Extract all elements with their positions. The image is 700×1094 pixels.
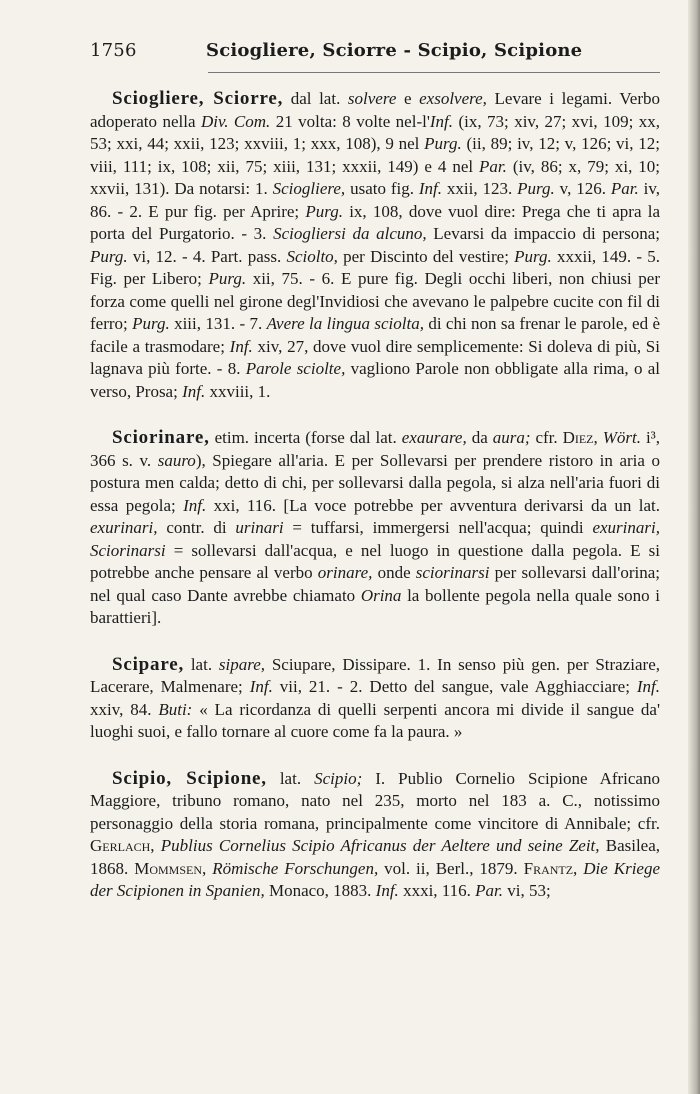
text-segment: Div. Com. bbox=[200, 111, 271, 131]
headword: Scipio, Scipione, bbox=[112, 767, 267, 789]
text-segment: Die Kriege der Scipionen in Spanien, bbox=[90, 858, 661, 900]
text-segment: lat. bbox=[184, 654, 219, 674]
text-segment: ), Spiegare all'aria. E per Sollevarsi per prendere ristoro in aria o postura men calda; detto di chi, per sollevarsi dalla pegola, si alza nell'aria fuori di essa pegola; bbox=[90, 450, 660, 515]
text-segment: Römische Forschungen, bbox=[212, 858, 379, 878]
text-segment: exurinari, Sciorinarsi bbox=[90, 518, 660, 560]
text-segment: onde bbox=[372, 563, 416, 582]
text-segment: Monaco, 1883. bbox=[264, 881, 376, 900]
text-segment: etim. incerta (forse dal lat. bbox=[209, 428, 402, 447]
text-segment: sipare, bbox=[218, 654, 266, 674]
text-segment: xxviii, 1. bbox=[205, 381, 271, 401]
text-segment: Purg. bbox=[132, 314, 170, 333]
text-segment: vol. ii, Berl., 1879. bbox=[378, 858, 524, 878]
entry-scipio bbox=[90, 768, 660, 903]
text-segment: Parole sciolte, bbox=[245, 359, 346, 378]
text-segment: e bbox=[396, 89, 420, 108]
text-segment: urinari bbox=[235, 518, 284, 537]
text-segment: Publius Cornelius Scipio Africanus der Aeltere und seine Zeit, bbox=[160, 836, 600, 855]
text-segment: cfr. bbox=[530, 428, 563, 447]
text-segment: Inf. bbox=[636, 677, 660, 696]
headword: Sciorinare, bbox=[112, 427, 210, 448]
text-segment: vi, 12. - 4. Part. pass. bbox=[127, 246, 287, 266]
entry-text bbox=[90, 89, 660, 401]
text-segment: Purg. bbox=[514, 246, 552, 266]
text-segment: Inf. bbox=[183, 495, 207, 515]
text-segment: Sciupare, Dissipare. 1. In senso più gen. per Straziare, Lacerare, Malmenare; bbox=[90, 654, 661, 696]
text-segment: Gerlach, bbox=[90, 836, 155, 855]
text-segment: xxxi, 116. bbox=[398, 881, 476, 900]
text-segment: solvere bbox=[347, 89, 397, 108]
header-rule bbox=[208, 72, 660, 73]
text-segment: Purg. bbox=[208, 269, 247, 288]
text-segment: Levarsi da impaccio di persona; bbox=[426, 224, 661, 243]
text-segment: I. Publio Cornelio Scipione Africano Maggiore, tribuno romano, nato nel 235, morto nel 183 a. C., notissimo personaggio della storia romana, principalmente come vincitore di Annibale; cfr. bbox=[90, 768, 660, 833]
text-segment: xxiv, 84. bbox=[90, 699, 159, 719]
text-segment: = tuffarsi, immergersi nell'acqua; quindi bbox=[283, 518, 593, 537]
text-segment: Sciogliersi da alcuno, bbox=[273, 224, 427, 243]
text-segment: Avere la lingua sciolta, bbox=[266, 314, 424, 333]
text-segment: 21 volta: 8 volte nel-l' bbox=[270, 111, 430, 131]
text-segment: v, 126. bbox=[554, 179, 611, 198]
text-segment: (ix, 73; xiv, 27; xvi, 109; xx, 53; xxi, 44; xxii, 123; xxviii, 1; xxx, 108), 9 nel bbox=[90, 111, 660, 153]
running-head: Sciogliere, Sciorre - Scipio, Scipione bbox=[206, 40, 583, 61]
text-segment: vagliono Parole non obbligate alla rima, o al verso, Prosa; bbox=[90, 359, 661, 401]
text-segment: Mommsen, bbox=[134, 858, 207, 878]
text-segment: xxxii, 149. - 5. Fig. per Libero; bbox=[90, 246, 660, 288]
text-segment: exurinari, bbox=[90, 518, 158, 537]
text-segment: contr. di bbox=[157, 518, 236, 537]
text-segment: « La ricordanza di quelli serpenti ancora mi divide il sangue da' luoghi suoi, e fallo tornare al cuore come fa la paura. » bbox=[90, 699, 661, 741]
text-segment: Buti: bbox=[158, 699, 193, 719]
text-segment: di chi non sa frenar le parole, ed è facile a trasmodare; bbox=[90, 314, 660, 356]
text-segment: Inf. bbox=[229, 336, 253, 356]
text-segment: orinare, bbox=[317, 563, 373, 582]
text-segment: per sollevarsi dall'orina; nel qual caso Dante avrebbe chiamato bbox=[90, 563, 660, 605]
text-segment: Inf. bbox=[375, 881, 399, 900]
text-segment: Inf. bbox=[418, 179, 443, 198]
text-segment: aura; bbox=[492, 428, 531, 447]
text-segment: Par. bbox=[475, 881, 504, 900]
text-segment: Frantz, bbox=[523, 858, 578, 878]
text-segment: (ii, 89; iv, 12; v, 126; vi, 12; viii, 111; ix, 108; xii, 75; xiii, 131; xxxii, 149) e 4 nel bbox=[90, 134, 660, 176]
text-segment: Wört. bbox=[602, 428, 641, 447]
text-segment: Basilea, 1868. bbox=[90, 836, 661, 878]
entry-sciogliere bbox=[90, 88, 660, 403]
text-segment: xxi, 116. [La voce potrebbe per avventura derivarsi da un lat. bbox=[206, 495, 660, 515]
text-segment: lat. bbox=[266, 768, 315, 788]
page-number: 1756 bbox=[90, 40, 137, 61]
entry-scipare bbox=[90, 654, 660, 744]
text-segment: Sciolto, bbox=[286, 246, 338, 266]
text-segment: xxii, 123. bbox=[442, 179, 518, 198]
text-segment: Inf. bbox=[429, 111, 454, 131]
text-segment: Sciogliere, bbox=[272, 179, 346, 198]
text-segment: Par. bbox=[610, 179, 639, 198]
text-segment: xiii, 131. - 7. bbox=[169, 314, 267, 333]
text-segment: dal lat. bbox=[283, 89, 348, 108]
text-segment: Inf. bbox=[182, 381, 206, 401]
entry-text bbox=[90, 428, 660, 627]
text-segment: da bbox=[466, 428, 493, 447]
text-segment: Inf. bbox=[249, 677, 273, 696]
text-segment: usato fig. bbox=[345, 179, 419, 198]
text-segment: ix, 108, dove vuol dire: Prega che ti apra la porta del Purgatorio. - 3. bbox=[90, 201, 660, 243]
dictionary-body bbox=[90, 88, 660, 927]
text-segment: iv, 86. - 2. E pur fig. per Aprire; bbox=[90, 179, 660, 221]
text-segment: Purg. bbox=[305, 201, 343, 221]
page-edge-shadow bbox=[688, 0, 700, 1094]
text-segment: exsolvere, bbox=[419, 89, 487, 108]
text-segment: Levare i legami. Verbo adoperato nella bbox=[90, 89, 661, 131]
text-segment: (iv, 86; x, 79; xi, 10; xxvii, 131). Da notarsi: 1. bbox=[90, 156, 660, 198]
text-segment: Purg. bbox=[90, 246, 128, 266]
text-segment: Par. bbox=[479, 156, 507, 176]
entry-sciorinare bbox=[90, 427, 660, 630]
text-segment: Orina bbox=[360, 585, 402, 605]
text-segment: Purg. bbox=[424, 134, 462, 153]
text-segment: xii, 75. - 6. E pure fig. Degli occhi liberi, non chiusi per forza come quelli nel girone degl'Invidiosi che avevano le palpebre cucite con fil di ferro; bbox=[90, 269, 661, 333]
text-segment: per Discinto del vestire; bbox=[337, 246, 515, 266]
text-segment: sciorinarsi bbox=[415, 563, 490, 582]
text-segment: = sollevarsi dall'acqua, e nel luogo in questione dalla pegola. E si potrebbe anche pensare al verbo bbox=[90, 540, 660, 582]
text-segment: Diez, bbox=[562, 428, 598, 447]
text-segment: i³, 366 s. v. bbox=[90, 428, 661, 470]
text-segment: Scipio; bbox=[314, 768, 363, 788]
text-segment: la bollente pegola nella quale sono i barattieri]. bbox=[90, 585, 660, 627]
headword: Sciogliere, Sciorre, bbox=[112, 88, 284, 109]
text-segment: xiv, 27, dove vuol dire semplicemente: Si doleva di più, Si lagnava più forte. - 8. bbox=[90, 336, 660, 378]
text-segment: exaurare, bbox=[401, 428, 467, 447]
text-segment: vi, 53; bbox=[503, 881, 551, 900]
headword: Scipare, bbox=[112, 653, 185, 675]
text-segment: vii, 21. - 2. Detto del sangue, vale Agghiacciare; bbox=[272, 677, 637, 696]
text-segment: sauro bbox=[157, 450, 196, 470]
text-segment: Purg. bbox=[517, 179, 555, 198]
